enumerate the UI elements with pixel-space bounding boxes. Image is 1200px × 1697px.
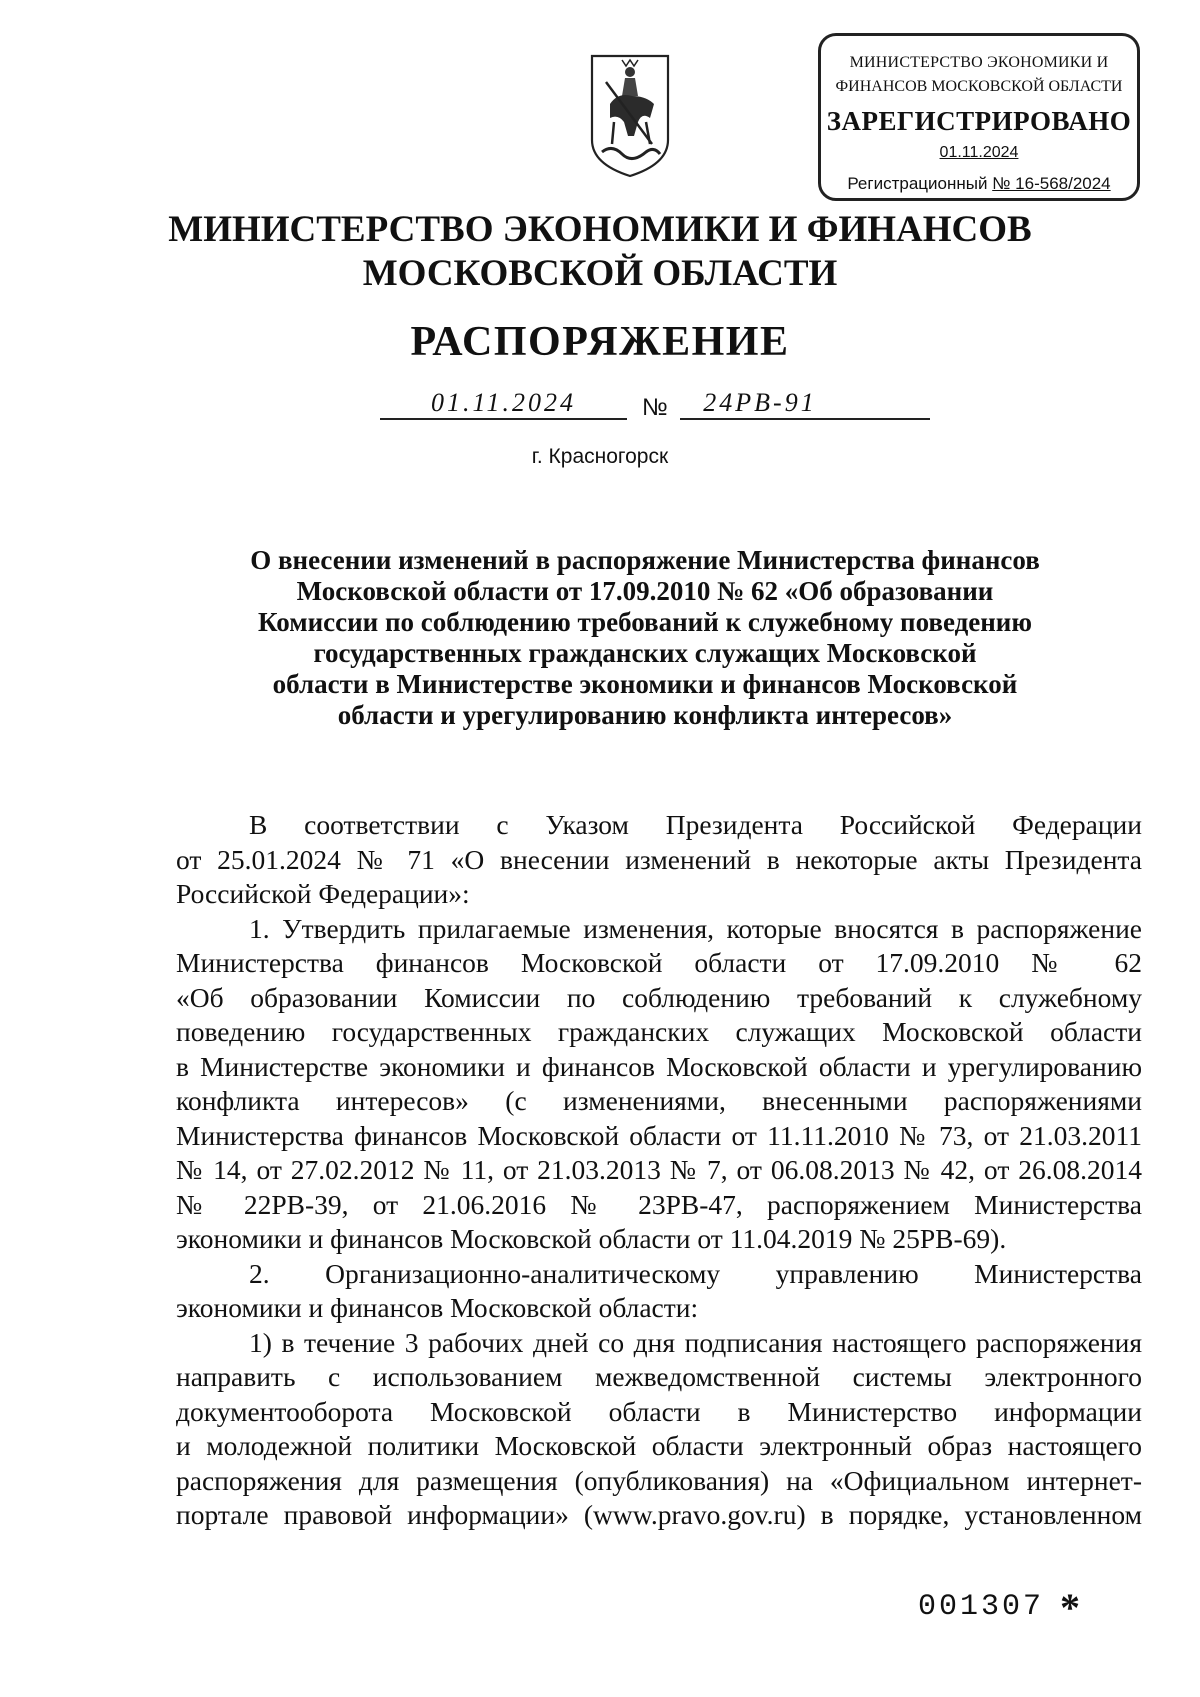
document-type: РАСПОРЯЖЕНИЕ <box>410 319 790 365</box>
body-line: Российской Федерации»: <box>176 878 470 909</box>
date-number-line <box>0 390 1200 430</box>
ministry-title <box>0 208 1200 296</box>
body-line: распоряжения для размещения (опубликования) на «Официальном интернет- <box>176 1464 1142 1496</box>
body-line: и молодежной политики Московской области электронный образ настоящего <box>176 1430 1142 1461</box>
number-sign: № <box>642 394 668 421</box>
subject-line: государственных гражданских служащих Московской <box>313 638 977 668</box>
body-line: конфликта интересов» (с изменениями, внесенными распоряжениями <box>176 1085 1142 1116</box>
stamp-date: 01.11.2024 <box>939 144 1019 161</box>
body-line: Министерства финансов Московской области от 11.11.2010 № 73, от 21.03.2011 <box>176 1119 1142 1151</box>
city: г. Красногорск <box>531 445 669 468</box>
stamp-date-row <box>821 144 1137 162</box>
document-subject <box>205 545 1085 731</box>
body-line: экономики и финансов Московской области: <box>176 1292 699 1323</box>
stamp-reg-row <box>821 174 1137 194</box>
body-line: в Министерстве экономики и финансов Московской области и урегулированию <box>176 1050 1142 1082</box>
body-line: «Об образовании Комиссии по соблюдению требований к служебному <box>176 981 1142 1013</box>
stamp-reg-number: № 16-568/2024 <box>992 174 1111 193</box>
body-line: Министерства финансов Московской области от 17.09.2010 № 62 <box>176 947 1142 978</box>
document-date: 01.11.2024 <box>430 388 577 417</box>
coat-of-arms-icon <box>588 52 672 180</box>
stamp-org-line1: МИНИСТЕРСТВО ЭКОНОМИКИ И <box>849 54 1109 71</box>
body-line: направить с использованием межведомственной системы электронного <box>176 1361 1142 1392</box>
document-body <box>176 808 1142 1533</box>
body-line: экономики и финансов Московской области от 11.04.2019 № 25РВ-69). <box>176 1223 1007 1254</box>
stamp-reg-label: Регистрационный <box>847 174 988 193</box>
registration-stamp <box>818 33 1140 201</box>
subject-line: области и урегулированию конфликта интересов» <box>337 700 953 730</box>
body-line: документооборота Московской области в Министерство информации <box>176 1395 1142 1427</box>
number-underline <box>680 418 930 420</box>
body-line: поведению государственных гражданских служащих Московской области <box>176 1016 1142 1047</box>
body-line: 1) в течение 3 рабочих дней со дня подписания настоящего распоряжения <box>249 1326 1142 1358</box>
page-serial-number: 001307 <box>918 1590 1045 1624</box>
body-line: № 22РВ-39, от 21.06.2016 № 23РВ-47, распоряжением Министерства <box>176 1188 1142 1220</box>
document-number: 24РВ-91 <box>703 388 817 417</box>
subject-line: О внесении изменений в распоряжение Министерства финансов <box>250 545 1040 575</box>
subject-line: Московской области от 17.09.2010 № 62 «Об образовании <box>296 576 994 606</box>
subject-line: Комиссии по соблюдению требований к служебному поведению <box>257 607 1032 637</box>
asterisk-mark: * <box>1060 1585 1080 1630</box>
body-line: от 25.01.2024 № 71 «О внесении изменений в некоторые акты Президента <box>176 843 1142 875</box>
body-line: 1. Утвердить прилагаемые изменения, которые вносятся в распоряжение <box>249 912 1142 944</box>
body-line: № 14, от 27.02.2012 № 11, от 21.03.2013 № 7, от 06.08.2013 № 42, от 26.08.2014 <box>176 1154 1142 1185</box>
body-line: портале правовой информации» (www.pravo.gov.ru) в порядке, установленном <box>176 1499 1142 1530</box>
body-line: В соответствии с Указом Президента Российской Федерации <box>249 809 1142 840</box>
ministry-title-line1: МИНИСТЕРСТВО ЭКОНОМИКИ И ФИНАНСОВ <box>168 209 1032 250</box>
subject-line: области в Министерстве экономики и финансов Московской <box>272 669 1018 699</box>
stamp-status: ЗАРЕГИСТРИРОВАНО <box>826 106 1132 136</box>
stamp-org-line2: ФИНАНСОВ МОСКОВСКОЙ ОБЛАСТИ <box>835 78 1123 95</box>
date-underline <box>380 418 627 420</box>
body-line: 2. Организационно-аналитическому управлению Министерства <box>249 1257 1142 1289</box>
ministry-title-line2: МОСКОВСКОЙ ОБЛАСТИ <box>362 253 838 294</box>
